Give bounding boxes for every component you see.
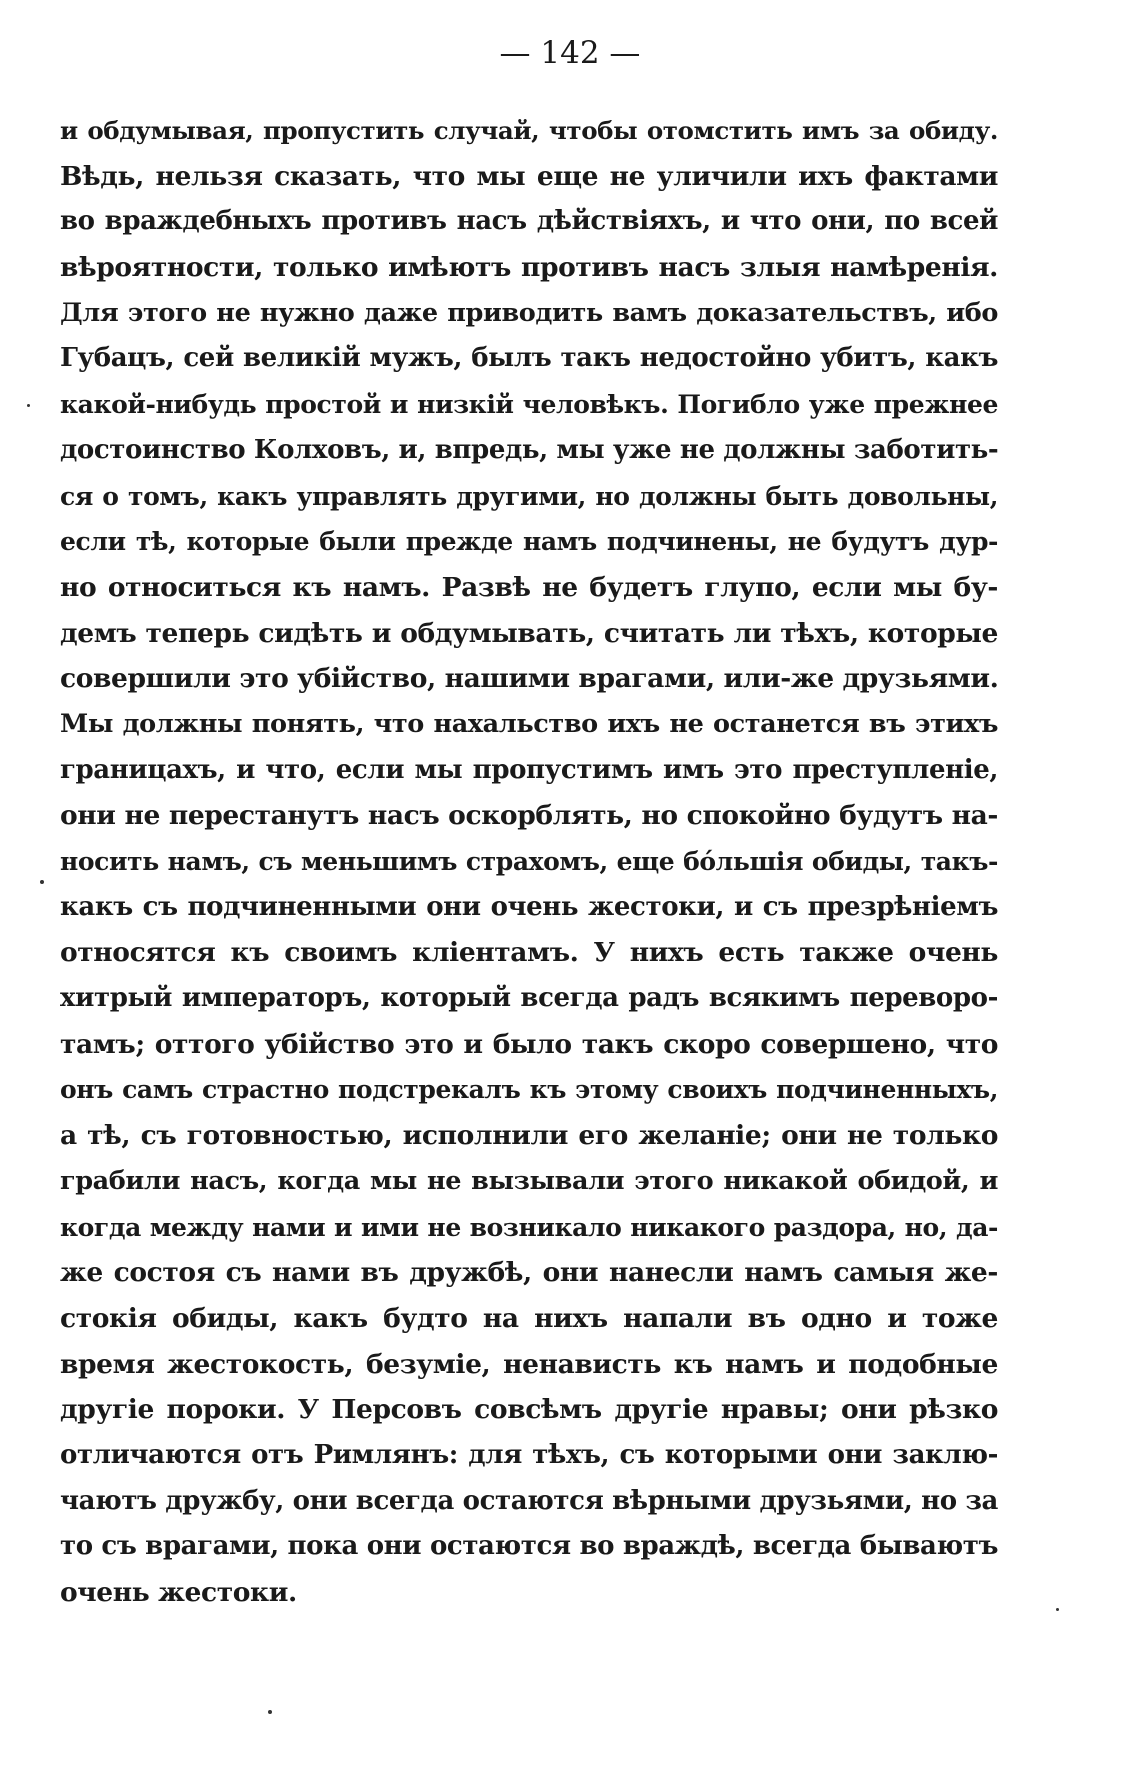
text-line: демъ теперь сидѣть и обдумывать, считать ли тѣхъ, которые [60,617,998,649]
text-line: они не перестанутъ насъ оскорблять, но спокойно будутъ на- [60,800,998,832]
text-line: когда между нами и ими не возникало никакого раздора, но, да- [60,1212,998,1242]
text-line: хитрый императоръ, который всегда радъ всякимъ переворо- [60,983,998,1014]
text-line: ся о томъ, какъ управлять другими, но должны быть довольны, [60,481,998,511]
ink-speck [27,404,30,407]
text-line: Губацъ, сей великiй мужъ, былъ такъ недостойно убитъ, какъ [60,343,998,374]
ink-speck [40,880,44,884]
text-line: тамъ; оттого убiйство это и было такъ скоро совершено, что [60,1028,998,1060]
text-line: вѣроятности, только имѣютъ противъ насъ злыя намѣренiя. [60,252,998,284]
text-line: грабили насъ, когда мы не вызывали этого никакой обидой, и [60,1165,998,1196]
text-line: Вѣдь, нельзя сказать, что мы еще не уличили ихъ фактами [60,160,998,192]
text-line: достоинство Колховъ, и, впредь, мы уже не должны заботить- [60,434,998,465]
text-line: чаютъ дружбу, они всегда остаются вѣрными друзьями, но за [60,1485,998,1516]
text-line: какой-нибудь простой и низкiй человѣкъ. Погибло уже прежнее [60,390,998,420]
text-line: то съ врагами, пока они остаются во враждѣ, всегда бываютъ [60,1531,998,1562]
text-line: если тѣ, которые были прежде намъ подчинены, не будутъ дур- [60,527,998,557]
text-line: а тѣ, съ готовностью, исполнили его желанiе; они не только [60,1120,998,1152]
text-line: время жестокость, безумiе, ненависть къ намъ и подобные [60,1348,998,1380]
text-line: носить намъ, съ меньшимъ страхомъ, еще бóльшiя обиды, такъ- [60,847,998,876]
text-line: границахъ, и что, если мы пропустимъ имъ это преступленiе, [60,754,998,785]
page-number: — 142 — [499,35,641,71]
text-line: же состоя съ нами въ дружбѣ, они нанесли намъ самыя же- [60,1257,998,1289]
text-line: но относиться къ намъ. Развѣ не будетъ глупо, если мы бу- [60,571,998,603]
text-line: Мы должны понять, что нахальство ихъ не останется въ этихъ [60,708,998,739]
text-line: совершили это убiйство, нашими врагами, или-же друзьями. [60,663,998,695]
text-line: относятся къ своимъ клiентамъ. У нихъ есть также очень [60,937,998,969]
text-line: онъ самъ страстно подстрекалъ къ этому своихъ подчиненныхъ, [60,1075,998,1105]
text-line: стокiя обиды, какъ будто на нихъ напали въ одно и тоже [60,1302,998,1334]
text-line: очень жестоки. [60,1577,297,1608]
text-line: Для этого не нужно даже приводить вамъ доказательствъ, ибо [60,297,998,328]
text-line: какъ съ подчиненными они очень жестоки, и съ презрѣнiемъ [60,891,998,922]
ink-speck [268,1710,272,1714]
text-line: другiе пороки. У Персовъ совсѣмъ другiе нравы; они рѣзко [60,1394,998,1426]
text-line: во враждебныхъ противъ насъ дѣйствiяхъ, и что они, по всей [60,206,998,237]
text-line: отличаются отъ Римлянъ: для тѣхъ, съ которыми они заклю- [60,1439,998,1470]
text-line: и обдумывая, пропустить случай, чтобы отомстить имъ за обиду. [60,116,998,145]
ink-speck [1056,1608,1059,1611]
body-text [60,108,998,1616]
